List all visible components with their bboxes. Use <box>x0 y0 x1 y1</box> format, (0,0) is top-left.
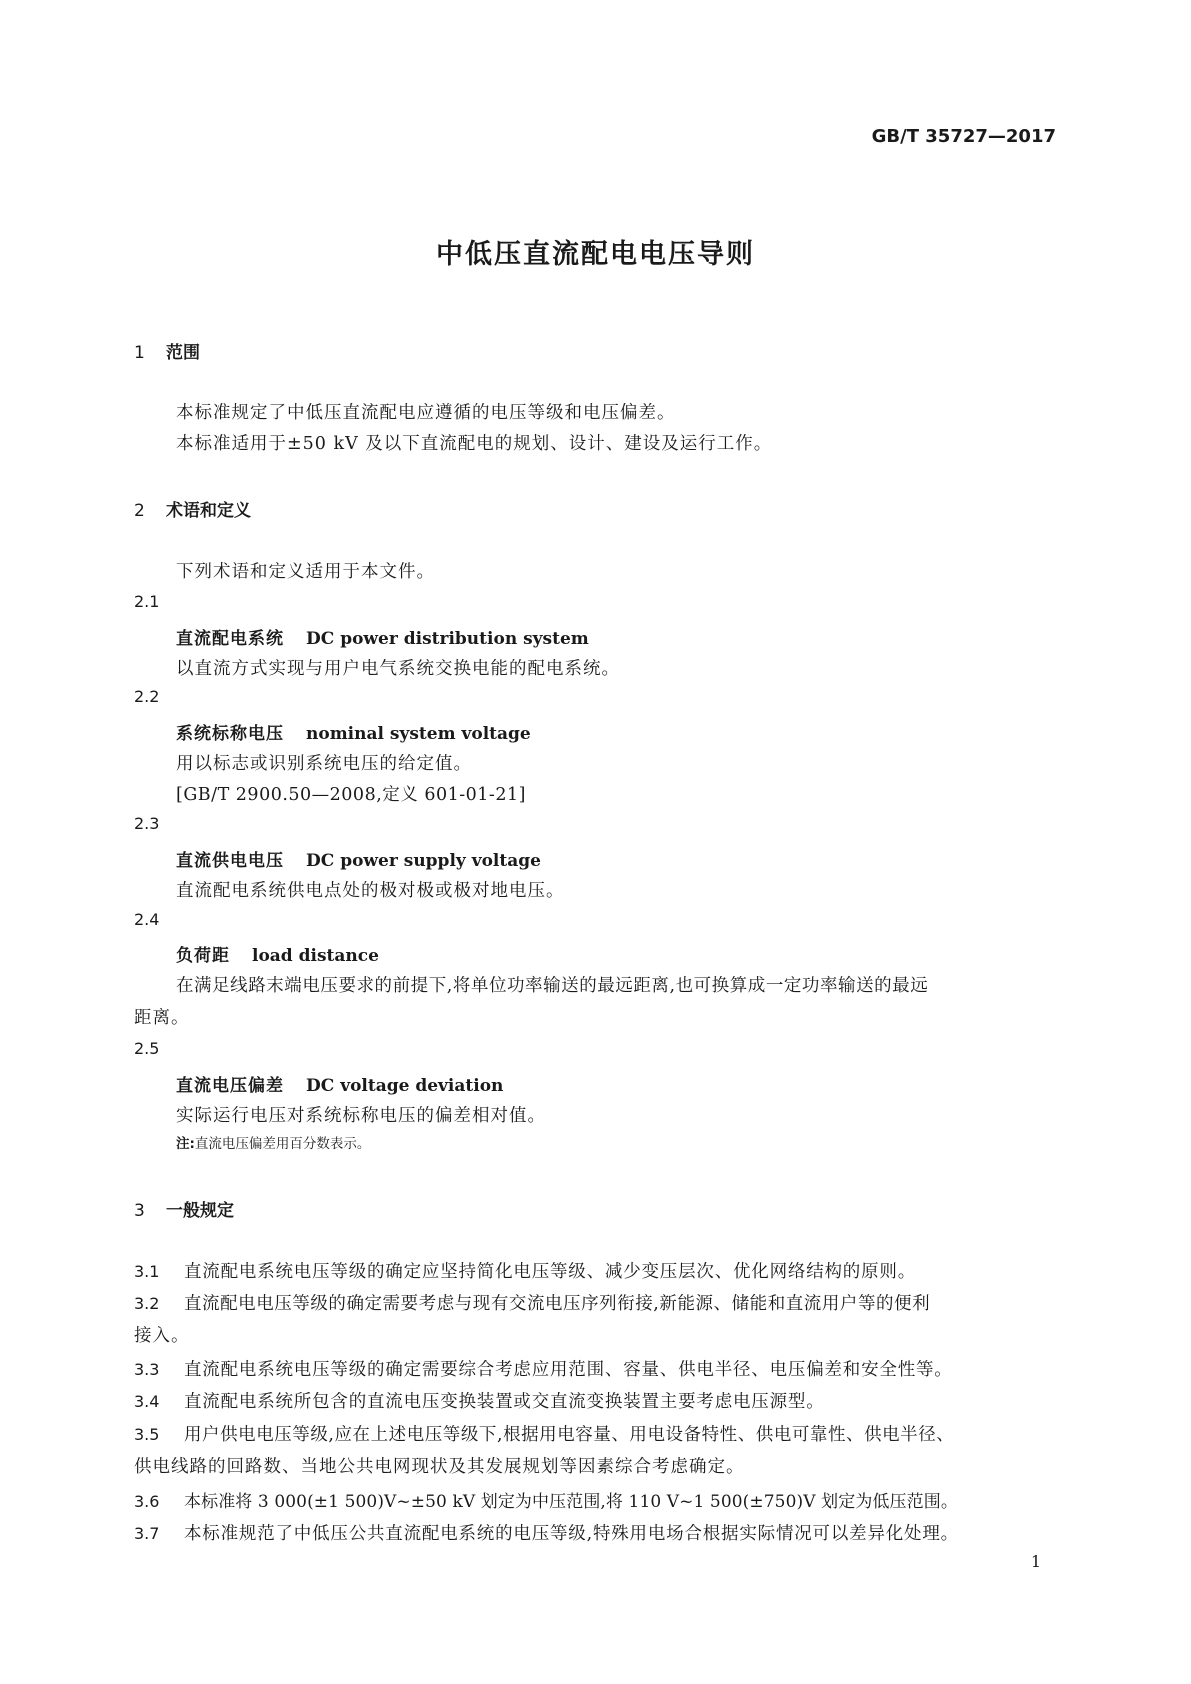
rule-text: 直流配电系统所包含的直流电压变换装置或交直流变换装置主要考虑电压源型。 <box>184 1392 825 1412</box>
term-definition: 用以标志或识别系统电压的给定值。 <box>176 754 472 774</box>
term-entry <box>176 846 541 871</box>
term-definition-continuation: 距离。 <box>134 1008 190 1028</box>
rule-number: 3.6 <box>134 1492 160 1511</box>
term-chinese: 直流配电系统 <box>176 629 284 649</box>
rule-number: 3.2 <box>134 1294 160 1313</box>
rule-number: 3.4 <box>134 1392 160 1411</box>
rule-text: 直流配电系统电压等级的确定应坚持简化电压等级、减少变压层次、优化网络结构的原则。 <box>184 1262 916 1282</box>
section-3-heading <box>134 1196 234 1221</box>
rule-text: 直流配电电压等级的确定需要考虑与现有交流电压序列衔接,新能源、储能和直流用户等的便利 <box>184 1294 931 1314</box>
section-1-paragraph: 本标准规定了中低压直流配电应遵循的电压等级和电压偏差。 <box>176 403 676 423</box>
term-definition: 实际运行电压对系统标称电压的偏差相对值。 <box>176 1106 546 1126</box>
note <box>176 1132 370 1152</box>
note-label: 注: <box>176 1136 195 1152</box>
standard-number: GB/T 35727—2017 <box>871 126 1056 147</box>
term-entry <box>176 719 531 744</box>
term-definition: 在满足线路末端电压要求的前提下,将单位功率输送的最远距离,也可换算成一定功率输送的最远 <box>176 976 929 996</box>
section-number: 1 <box>134 343 145 363</box>
rule-text: 用户供电电压等级,应在上述电压等级下,根据用电容量、用电设备特性、供电可靠性、供电半径、 <box>184 1425 955 1445</box>
rule-text: 本标准规范了中低压公共直流配电系统的电压等级,特殊用电场合根据实际情况可以差异化处理。 <box>184 1524 959 1544</box>
clause-number: 2.1 <box>134 592 160 611</box>
term-english: DC power supply voltage <box>306 851 541 871</box>
rule-number: 3.3 <box>134 1360 160 1379</box>
section-number: 2 <box>134 501 145 521</box>
note-text: 直流电压偏差用百分数表示。 <box>194 1136 371 1152</box>
term-definition: 直流配电系统供电点处的极对极或极对地电压。 <box>176 881 565 901</box>
clause-number: 2.4 <box>134 910 160 929</box>
term-chinese: 负荷距 <box>176 946 230 966</box>
section-2-intro: 下列术语和定义适用于本文件。 <box>176 562 435 582</box>
term-english: nominal system voltage <box>306 724 531 744</box>
section-title: 范围 <box>166 343 200 363</box>
rule-item <box>134 1356 953 1381</box>
section-1-paragraph: 本标准适用于±50 kV 及以下直流配电的规划、设计、建设及运行工作。 <box>176 434 773 454</box>
clause-number: 2.3 <box>134 814 160 833</box>
term-english: DC voltage deviation <box>306 1076 504 1096</box>
term-chinese: 系统标称电压 <box>176 724 284 744</box>
clause-number: 2.2 <box>134 687 160 706</box>
section-number: 3 <box>134 1201 145 1221</box>
section-2-heading <box>134 496 251 521</box>
rule-item <box>134 1520 959 1545</box>
term-english: load distance <box>252 946 379 966</box>
rule-number: 3.7 <box>134 1524 160 1543</box>
term-entry <box>176 624 589 649</box>
rule-item <box>134 1388 825 1413</box>
rule-item <box>134 1290 930 1315</box>
term-source: [GB/T 2900.50—2008,定义 601-01-21] <box>176 785 526 805</box>
rule-text: 直流配电系统电压等级的确定需要综合考虑应用范围、容量、供电半径、电压偏差和安全性等。 <box>184 1360 953 1380</box>
rule-item <box>134 1487 958 1512</box>
term-english: DC power distribution system <box>306 629 589 649</box>
document-title: 中低压直流配电电压导则 <box>436 239 755 270</box>
term-chinese: 直流电压偏差 <box>176 1076 284 1096</box>
section-1-heading <box>134 338 200 363</box>
rule-number: 3.1 <box>134 1262 160 1281</box>
rule-item <box>134 1258 916 1283</box>
rule-continuation: 接入。 <box>134 1326 190 1346</box>
page-number: 1 <box>1030 1552 1041 1571</box>
clause-number: 2.5 <box>134 1039 160 1058</box>
rule-continuation: 供电线路的回路数、当地公共电网现状及其发展规划等因素综合考虑确定。 <box>134 1457 745 1477</box>
rule-number: 3.5 <box>134 1425 160 1444</box>
section-title: 术语和定义 <box>166 501 251 521</box>
term-entry <box>176 1071 503 1096</box>
section-title: 一般规定 <box>166 1201 234 1221</box>
rule-item <box>134 1421 954 1446</box>
rule-text: 本标准将 3 000(±1 500)V~±50 kV 划定为中压范围,将 110 V~1 500(±750)V 划定为低压范围。 <box>184 1492 958 1512</box>
term-definition: 以直流方式实现与用户电气系统交换电能的配电系统。 <box>176 659 620 679</box>
term-chinese: 直流供电电压 <box>176 851 284 871</box>
term-entry <box>176 941 379 966</box>
